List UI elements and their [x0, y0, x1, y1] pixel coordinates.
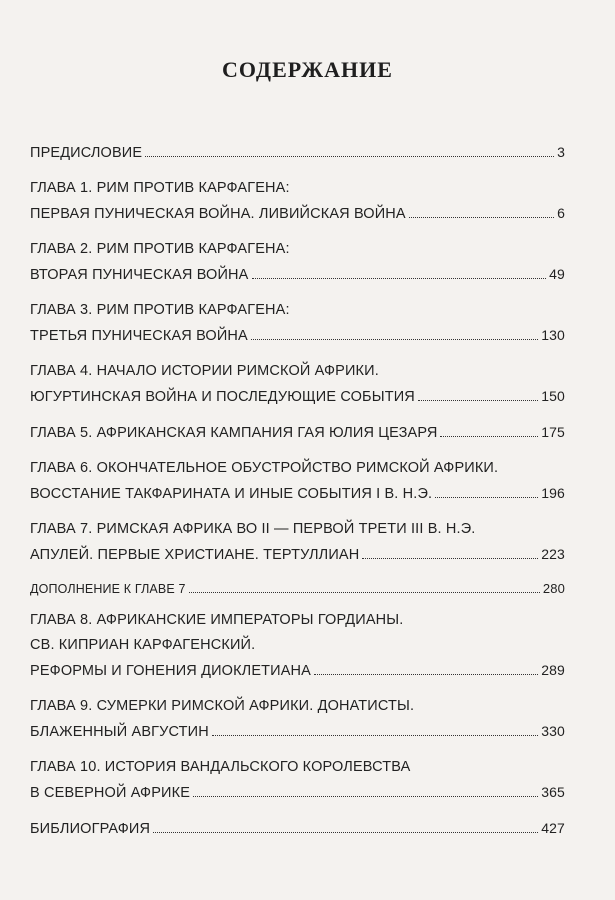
toc-entry-text: ГЛАВА 10. ИСТОРИЯ ВАНДАЛЬСКОГО КОРОЛЕВСТВА — [30, 759, 411, 775]
toc-line — [30, 176, 565, 201]
toc-entry — [30, 755, 565, 806]
toc-line — [30, 420, 565, 446]
toc-entry-text: ГЛАВА 3. РИМ ПРОТИВ КАРФАГЕНА: — [30, 302, 290, 318]
toc-entry — [30, 298, 565, 349]
dot-leader — [193, 795, 538, 797]
toc-entry-text: ЮГУРТИНСКАЯ ВОЙНА И ПОСЛЕДУЮЩИЕ СОБЫТИЯ — [30, 389, 415, 405]
toc-entry-text: БЛАЖЕННЫЙ АВГУСТИН — [30, 724, 209, 740]
toc-entry-text: ТРЕТЬЯ ПУНИЧЕСКАЯ ВОЙНА — [30, 328, 248, 344]
dot-leader — [189, 591, 540, 593]
toc-line — [30, 633, 565, 658]
dot-leader — [212, 734, 538, 736]
toc-entry-text: БИБЛИОГРАФИЯ — [30, 821, 151, 837]
toc-line — [30, 323, 565, 349]
dot-leader — [418, 399, 538, 401]
page-number: 330 — [541, 723, 565, 739]
toc-entry-text: ГЛАВА 8. АФРИКАНСКИЕ ИМПЕРАТОРЫ ГОРДИАНЫ. — [30, 612, 404, 628]
toc-entry-text: ГЛАВА 7. РИМСКАЯ АФРИКА ВО II — ПЕРВОЙ ТРЕТИ III В. Н.Э. — [30, 521, 476, 537]
page-number: 130 — [541, 327, 565, 343]
toc-entry-text: АПУЛЕЙ. ПЕРВЫЕ ХРИСТИАНЕ. ТЕРТУЛЛИАН — [30, 547, 360, 563]
toc-line — [30, 237, 565, 262]
toc-entry-text: В СЕВЕРНОЙ АФРИКЕ — [30, 785, 191, 801]
page-number: 175 — [541, 424, 565, 440]
toc-line — [30, 262, 565, 288]
toc-line — [30, 578, 565, 600]
toc-line — [30, 755, 565, 780]
dot-leader — [153, 831, 538, 833]
toc-line — [30, 384, 565, 410]
toc-line — [30, 542, 565, 568]
dot-leader — [145, 155, 554, 157]
page-number: 223 — [541, 546, 565, 562]
toc-entry-text: РЕФОРМЫ И ГОНЕНИЯ ДИОКЛЕТИАНА — [30, 663, 311, 679]
toc-line — [30, 816, 565, 842]
toc-entry-text: ГЛАВА 4. НАЧАЛО ИСТОРИИ РИМСКОЙ АФРИКИ. — [30, 363, 379, 379]
toc-entry — [30, 359, 565, 410]
page-number: 196 — [541, 485, 565, 501]
toc-line — [30, 719, 565, 745]
dot-leader — [251, 338, 538, 340]
toc-entry — [30, 140, 565, 166]
toc-entry-text: ГЛАВА 5. АФРИКАНСКАЯ КАМПАНИЯ ГАЯ ЮЛИЯ ЦЕЗАРЯ — [30, 425, 438, 441]
page-number: 427 — [541, 820, 565, 836]
toc-entry-text: ГЛАВА 2. РИМ ПРОТИВ КАРФАГЕНА: — [30, 241, 290, 257]
page-number: 6 — [557, 205, 565, 221]
toc-entry — [30, 456, 565, 507]
toc-entry-text: ВОССТАНИЕ ТАКФАРИНАТА И ИНЫЕ СОБЫТИЯ I В. Н.Э. — [30, 486, 433, 502]
toc-entry-text: СВ. КИПРИАН КАРФАГЕНСКИЙ. — [30, 637, 256, 653]
toc-entry-text: ВТОРАЯ ПУНИЧЕСКАЯ ВОЙНА — [30, 267, 249, 283]
page-number: 3 — [557, 144, 565, 160]
toc-entry — [30, 578, 565, 600]
toc-line — [30, 481, 565, 507]
dot-leader — [409, 216, 554, 218]
toc-line — [30, 298, 565, 323]
toc-line — [30, 780, 565, 806]
page-number: 280 — [542, 581, 565, 596]
toc-entry-text: ГЛАВА 9. СУМЕРКИ РИМСКОЙ АФРИКИ. ДОНАТИСТЫ. — [30, 698, 415, 714]
toc-line — [30, 140, 565, 166]
toc-entry-text: ПЕРВАЯ ПУНИЧЕСКАЯ ВОЙНА. ЛИВИЙСКАЯ ВОЙНА — [30, 206, 406, 222]
page-number: 289 — [541, 662, 565, 678]
toc-entry-text: ДОПОЛНЕНИЕ К ГЛАВЕ 7 — [30, 582, 186, 596]
dot-leader — [252, 277, 547, 279]
toc-entry — [30, 816, 565, 842]
toc-entry — [30, 176, 565, 227]
toc-line — [30, 517, 565, 542]
page-number: 365 — [541, 784, 565, 800]
toc-entry — [30, 608, 565, 684]
dot-leader — [440, 435, 538, 437]
toc-entry — [30, 517, 565, 568]
toc-line — [30, 456, 565, 481]
toc-line — [30, 201, 565, 227]
page-number: 49 — [549, 266, 565, 282]
toc-entry — [30, 237, 565, 288]
dot-leader — [362, 557, 538, 559]
page-number: 150 — [541, 388, 565, 404]
toc-line — [30, 608, 565, 633]
dot-leader — [314, 673, 538, 675]
toc-line — [30, 694, 565, 719]
toc-entry-text: ГЛАВА 6. ОКОНЧАТЕЛЬНОЕ ОБУСТРОЙСТВО РИМСКОЙ АФРИКИ. — [30, 460, 499, 476]
toc-entry-text: ГЛАВА 1. РИМ ПРОТИВ КАРФАГЕНА: — [30, 180, 290, 196]
dot-leader — [435, 496, 538, 498]
toc-entry-text: ПРЕДИСЛОВИЕ — [30, 145, 143, 161]
toc-line — [30, 658, 565, 684]
page-title: СОДЕРЖАНИЕ — [222, 57, 393, 82]
toc-entry — [30, 694, 565, 745]
table-of-contents — [30, 140, 565, 852]
toc-line — [30, 359, 565, 384]
toc-entry — [30, 420, 565, 446]
